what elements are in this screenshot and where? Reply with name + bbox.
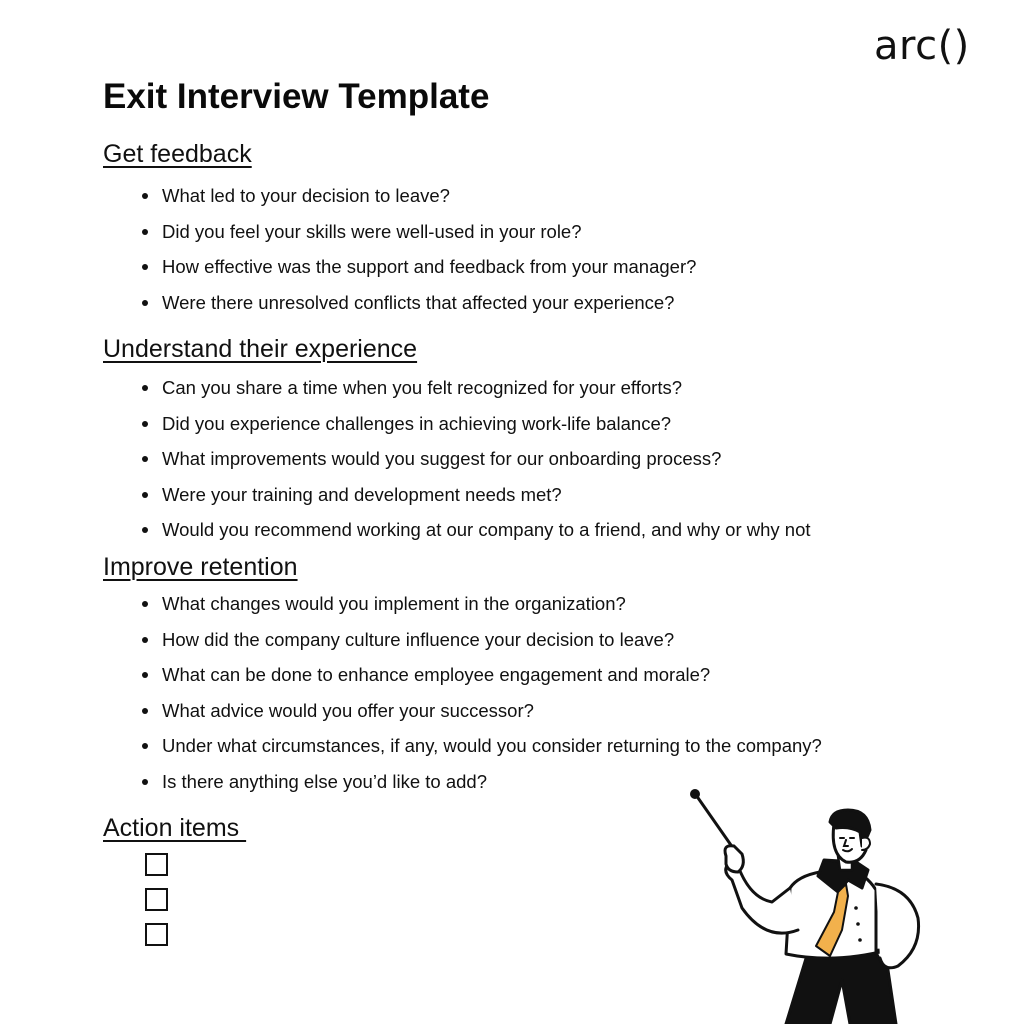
action-item-checkbox-3[interactable] [145, 923, 168, 946]
list-item: What improvements would you suggest for our onboarding process? [140, 448, 811, 470]
list-item: Were your training and development needs met? [140, 484, 811, 506]
arc-logo: arc() [874, 23, 970, 69]
shirt-button [854, 906, 858, 910]
list-item: Can you share a time when you felt recognized for your efforts? [140, 377, 811, 399]
understand-experience-question-list [140, 377, 811, 541]
pointer-tip [692, 791, 699, 798]
list-item: What led to your decision to leave? [140, 185, 696, 207]
list-item: How effective was the support and feedback from your manager? [140, 256, 696, 278]
list-item: Did you feel your skills were well-used in your role? [140, 221, 696, 243]
presenter-with-pointer-illustration [680, 780, 960, 1024]
resting-arm [876, 884, 919, 968]
list-item: What advice would you offer your successor? [140, 700, 822, 722]
section-heading-get-feedback: Get feedback [103, 140, 252, 168]
list-item: Under what circumstances, if any, would you consider returning to the company? [140, 735, 822, 757]
list-item: Is there anything else you’d like to add? [140, 771, 822, 793]
section-heading-action-items: Action items [103, 814, 247, 842]
list-item: What can be done to enhance employee engagement and morale? [140, 664, 822, 686]
raised-arm [726, 864, 798, 933]
ear [862, 838, 870, 850]
shirt-button [856, 922, 860, 926]
hand [725, 846, 743, 872]
improve-retention-question-list [140, 593, 822, 793]
list-item: Would you recommend working at our company to a friend, and why or why not [140, 519, 811, 541]
list-item: How did the company culture influence your decision to leave? [140, 629, 822, 651]
section-heading-improve-retention: Improve retention [103, 553, 298, 581]
action-item-checkbox-1[interactable] [145, 853, 168, 876]
page-title: Exit Interview Template [103, 77, 490, 116]
list-item: Were there unresolved conflicts that affected your experience? [140, 292, 696, 314]
section-heading-understand-experience: Understand their experience [103, 335, 418, 363]
list-item: What changes would you implement in the organization? [140, 593, 822, 615]
list-item: Did you experience challenges in achieving work-life balance? [140, 413, 811, 435]
action-item-checkbox-2[interactable] [145, 888, 168, 911]
shirt-button [858, 938, 862, 942]
get-feedback-question-list [140, 185, 696, 314]
